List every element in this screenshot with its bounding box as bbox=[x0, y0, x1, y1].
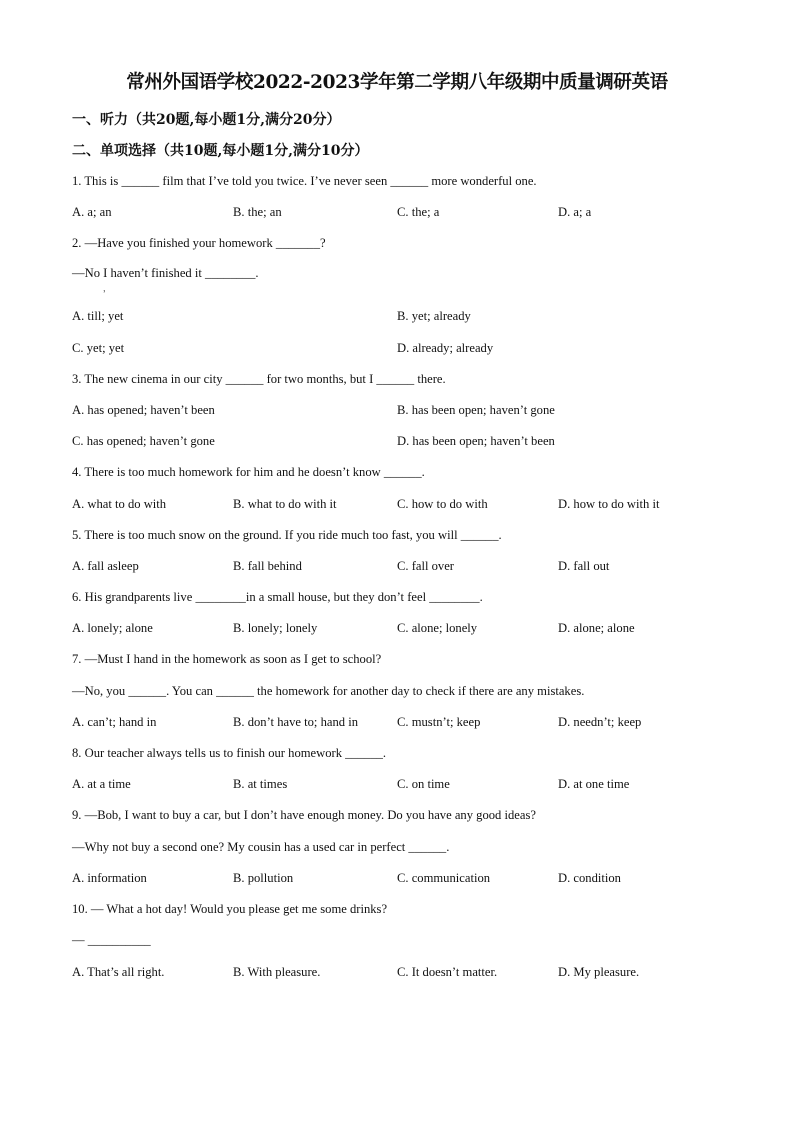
question-10-option-d: D. My pleasure. bbox=[558, 965, 640, 979]
question-8-option-d: D. at one time bbox=[558, 777, 630, 791]
question-3-option-b: B. has been open; haven’t gone bbox=[397, 403, 555, 417]
question-2-option-a: A. till; yet bbox=[72, 309, 124, 323]
question-4-option-b: B. what to do with it bbox=[233, 497, 337, 511]
section-single-choice-heading: 二、单项选择（共10题,每小题1分,满分10分） bbox=[72, 143, 369, 159]
question-9-option-d: D. condition bbox=[558, 871, 621, 885]
question-6-option-d: D. alone; alone bbox=[558, 621, 635, 635]
question-10-stem-reply: — __________ bbox=[72, 933, 151, 947]
question-3-stem: 3. The new cinema in our city ______ for two months, but I ______ there. bbox=[72, 372, 446, 386]
question-7-option-d: D. needn’t; keep bbox=[558, 715, 642, 729]
question-7-stem-reply: —No, you ______. You can ______ the homework for another day to check if there are any mistakes. bbox=[72, 684, 585, 698]
question-6-option-b: B. lonely; lonely bbox=[233, 621, 318, 635]
section-listening-heading: 一、听力（共20题,每小题1分,满分20分） bbox=[72, 112, 341, 128]
question-5-option-c: C. fall over bbox=[397, 559, 455, 573]
question-4-option-c: C. how to do with bbox=[397, 497, 488, 511]
question-1-stem: 1. This is ______ film that I’ve told you twice. I’ve never seen ______ more wonderful one. bbox=[72, 174, 537, 188]
question-2-stem: 2. —Have you finished your homework _______? bbox=[72, 236, 326, 250]
question-10-option-a: A. That’s all right. bbox=[72, 965, 165, 979]
question-1-option-d: D. a; a bbox=[558, 205, 592, 219]
question-9-stem-reply: —Why not buy a second one? My cousin has a used car in perfect ______. bbox=[72, 840, 450, 854]
question-3-option-a: A. has opened; haven’t been bbox=[72, 403, 215, 417]
question-2-comma-mark: ， bbox=[103, 284, 111, 293]
question-5-option-b: B. fall behind bbox=[233, 559, 302, 573]
question-8-option-c: C. on time bbox=[397, 777, 450, 791]
question-5-stem: 5. There is too much snow on the ground. If you ride much too fast, you will ______. bbox=[72, 528, 502, 542]
question-4-option-d: D. how to do with it bbox=[558, 497, 660, 511]
question-2-option-d: D. already; already bbox=[397, 341, 494, 355]
question-5-option-a: A. fall asleep bbox=[72, 559, 139, 573]
question-6-option-c: C. alone; lonely bbox=[397, 621, 478, 635]
question-6-option-a: A. lonely; alone bbox=[72, 621, 153, 635]
question-7-option-b: B. don’t have to; hand in bbox=[233, 715, 358, 729]
question-8-stem: 8. Our teacher always tells us to finish our homework ______. bbox=[72, 746, 387, 760]
question-2-option-b: B. yet; already bbox=[397, 309, 471, 323]
question-1-option-b: B. the; an bbox=[233, 205, 282, 219]
question-8-option-a: A. at a time bbox=[72, 777, 131, 791]
question-5-option-d: D. fall out bbox=[558, 559, 610, 573]
question-2-option-c: C. yet; yet bbox=[72, 341, 125, 355]
question-9-option-a: A. information bbox=[72, 871, 147, 885]
question-6-stem: 6. His grandparents live ________in a small house, but they don’t feel ________. bbox=[72, 590, 483, 604]
question-3-option-c: C. has opened; haven’t gone bbox=[72, 434, 215, 448]
question-4-option-a: A. what to do with bbox=[72, 497, 167, 511]
question-8-option-b: B. at times bbox=[233, 777, 288, 791]
question-9-option-b: B. pollution bbox=[233, 871, 294, 885]
question-10-option-b: B. With pleasure. bbox=[233, 965, 321, 979]
question-7-stem: 7. —Must I hand in the homework as soon as I get to school? bbox=[72, 652, 382, 666]
question-10-option-c: C. It doesn’t matter. bbox=[397, 965, 498, 979]
question-7-option-c: C. mustn’t; keep bbox=[397, 715, 481, 729]
document-title: 常州外国语学校2022-2023学年第二学期八年级期中质量调研英语 bbox=[126, 72, 668, 93]
question-3-option-d: D. has been open; haven’t been bbox=[397, 434, 555, 448]
question-7-option-a: A. can’t; hand in bbox=[72, 715, 157, 729]
question-1-option-c: C. the; a bbox=[397, 205, 440, 219]
question-2-stem-reply: —No I haven’t finished it ________. bbox=[72, 266, 259, 280]
question-9-option-c: C. communication bbox=[397, 871, 491, 885]
question-10-stem: 10. — What a hot day! Would you please get me some drinks? bbox=[72, 902, 388, 916]
question-1-option-a: A. a; an bbox=[72, 205, 112, 219]
question-9-stem: 9. —Bob, I want to buy a car, but I don’t have enough money. Do you have any good ideas? bbox=[72, 808, 536, 822]
question-4-stem: 4. There is too much homework for him and he doesn’t know ______. bbox=[72, 465, 425, 479]
